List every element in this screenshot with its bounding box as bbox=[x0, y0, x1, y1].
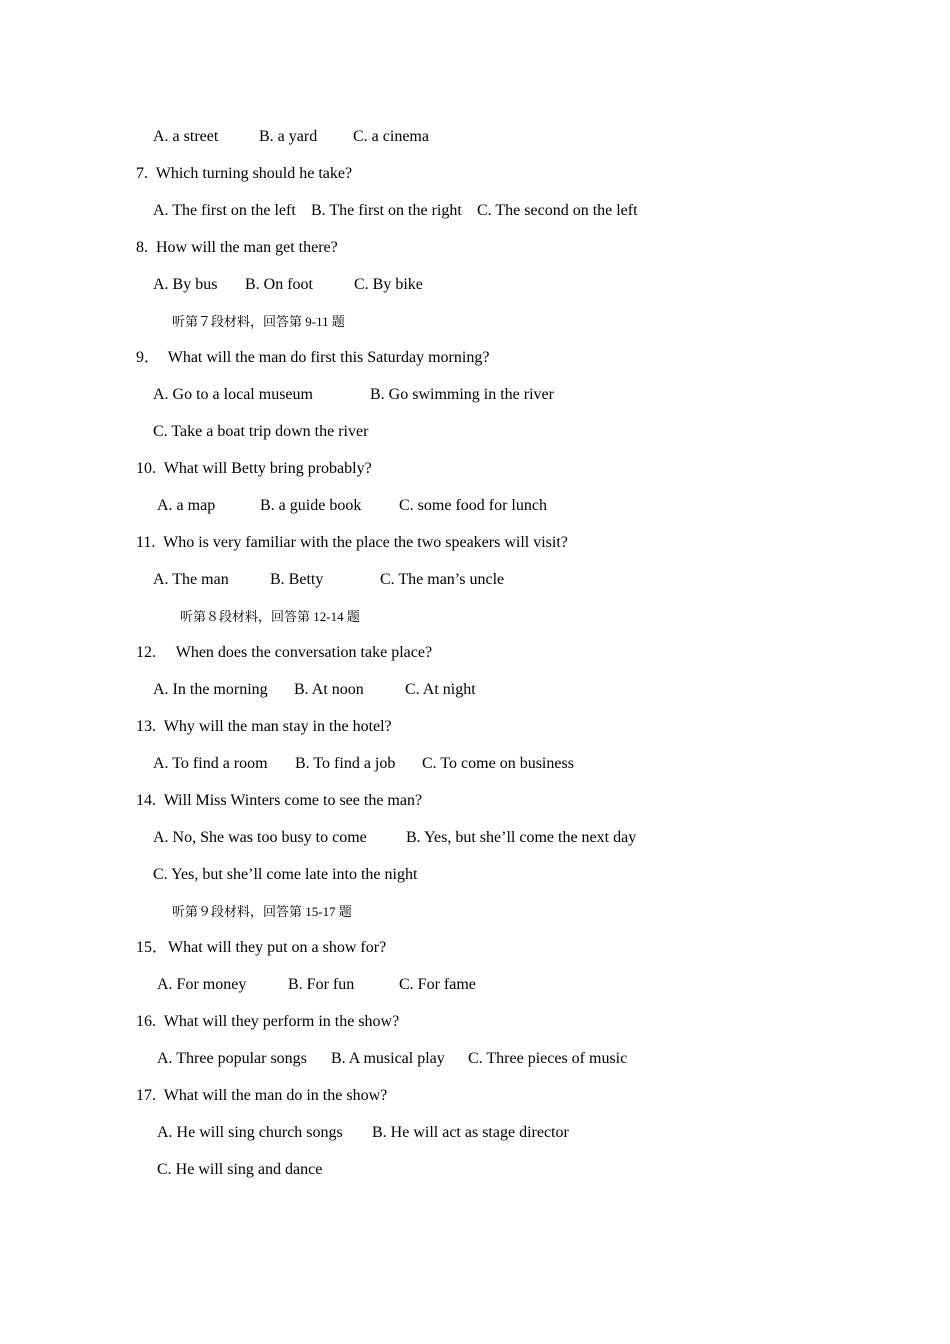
q9-option-a: A. Go to a local museum bbox=[153, 386, 313, 403]
q17-option-a: A. He will sing church songs bbox=[157, 1124, 343, 1141]
q13-option-c: C. To come on business bbox=[422, 755, 574, 772]
q14-option-c: C. Yes, but she’ll come late into the night bbox=[153, 866, 418, 883]
q15-option-b: B. For fun bbox=[288, 976, 355, 993]
q15-question: 15．What will they put on a show for? bbox=[136, 939, 387, 956]
q12-question: 12. When does the conversation take place? bbox=[136, 644, 433, 661]
q17-option-b: B. He will act as stage director bbox=[372, 1124, 569, 1141]
q10-option-c: C. some food for lunch bbox=[399, 497, 547, 514]
q16-option-c: C. Three pieces of music bbox=[468, 1050, 628, 1067]
q7-question: 7. Which turning should he take? bbox=[136, 165, 353, 182]
q14-option-a: A. No, She was too busy to come bbox=[153, 829, 367, 846]
q10-question: 10. What will Betty bring probably? bbox=[136, 460, 372, 477]
q9-question: 9． What will the man do first this Saturday morning? bbox=[136, 349, 490, 366]
q7-option-b: B. The first on the right bbox=[311, 202, 462, 219]
q11-question: 11. Who is very familiar with the place the two speakers will visit? bbox=[136, 534, 568, 551]
q9-option-c: C. Take a boat trip down the river bbox=[153, 423, 369, 440]
q15-option-a: A. For money bbox=[157, 976, 247, 993]
q7-option-c: C. The second on the left bbox=[477, 202, 638, 219]
q12-option-c: C. At night bbox=[405, 681, 476, 698]
q8-option-b: B. On foot bbox=[245, 276, 313, 293]
q16-option-b: B. A musical play bbox=[331, 1050, 445, 1067]
q6-option-a: A. a street bbox=[153, 128, 219, 145]
q7-option-a: A. The first on the left bbox=[153, 202, 296, 219]
q17-question: 17. What will the man do in the show? bbox=[136, 1087, 388, 1104]
q8-option-c: C. By bike bbox=[354, 276, 423, 293]
q12-option-a: A. In the morning bbox=[153, 681, 268, 698]
q14-question: 14. Will Miss Winters come to see the man? bbox=[136, 792, 423, 809]
q11-option-a: A. The man bbox=[153, 571, 229, 588]
section-8-instruction: 听第８段材料，回答第 12-14 题 bbox=[180, 609, 360, 624]
q10-option-b: B. a guide book bbox=[260, 497, 362, 514]
q16-option-a: A. Three popular songs bbox=[157, 1050, 307, 1067]
q16-question: 16. What will they perform in the show? bbox=[136, 1013, 400, 1030]
q6-option-c: C. a cinema bbox=[353, 128, 429, 145]
q11-option-c: C. The man’s uncle bbox=[380, 571, 505, 588]
q9-option-b: B. Go swimming in the river bbox=[370, 386, 554, 403]
q17-option-c: C. He will sing and dance bbox=[157, 1161, 323, 1178]
q13-option-b: B. To find a job bbox=[295, 755, 396, 772]
q8-option-a: A. By bus bbox=[153, 276, 218, 293]
section-9-instruction: 听第９段材料，回答第 15-17 题 bbox=[172, 904, 352, 919]
q6-option-b: B. a yard bbox=[259, 128, 318, 145]
q15-option-c: C. For fame bbox=[399, 976, 476, 993]
q11-option-b: B. Betty bbox=[270, 571, 324, 588]
q13-option-a: A. To find a room bbox=[153, 755, 268, 772]
q14-option-b: B. Yes, but she’ll come the next day bbox=[406, 829, 637, 846]
q13-question: 13. Why will the man stay in the hotel? bbox=[136, 718, 392, 735]
q8-question: 8. How will the man get there? bbox=[136, 239, 338, 256]
q12-option-b: B. At noon bbox=[294, 681, 364, 698]
section-7-instruction: 听第７段材料，回答第 9-11 题 bbox=[172, 314, 345, 329]
q10-option-a: A. a map bbox=[157, 497, 216, 514]
